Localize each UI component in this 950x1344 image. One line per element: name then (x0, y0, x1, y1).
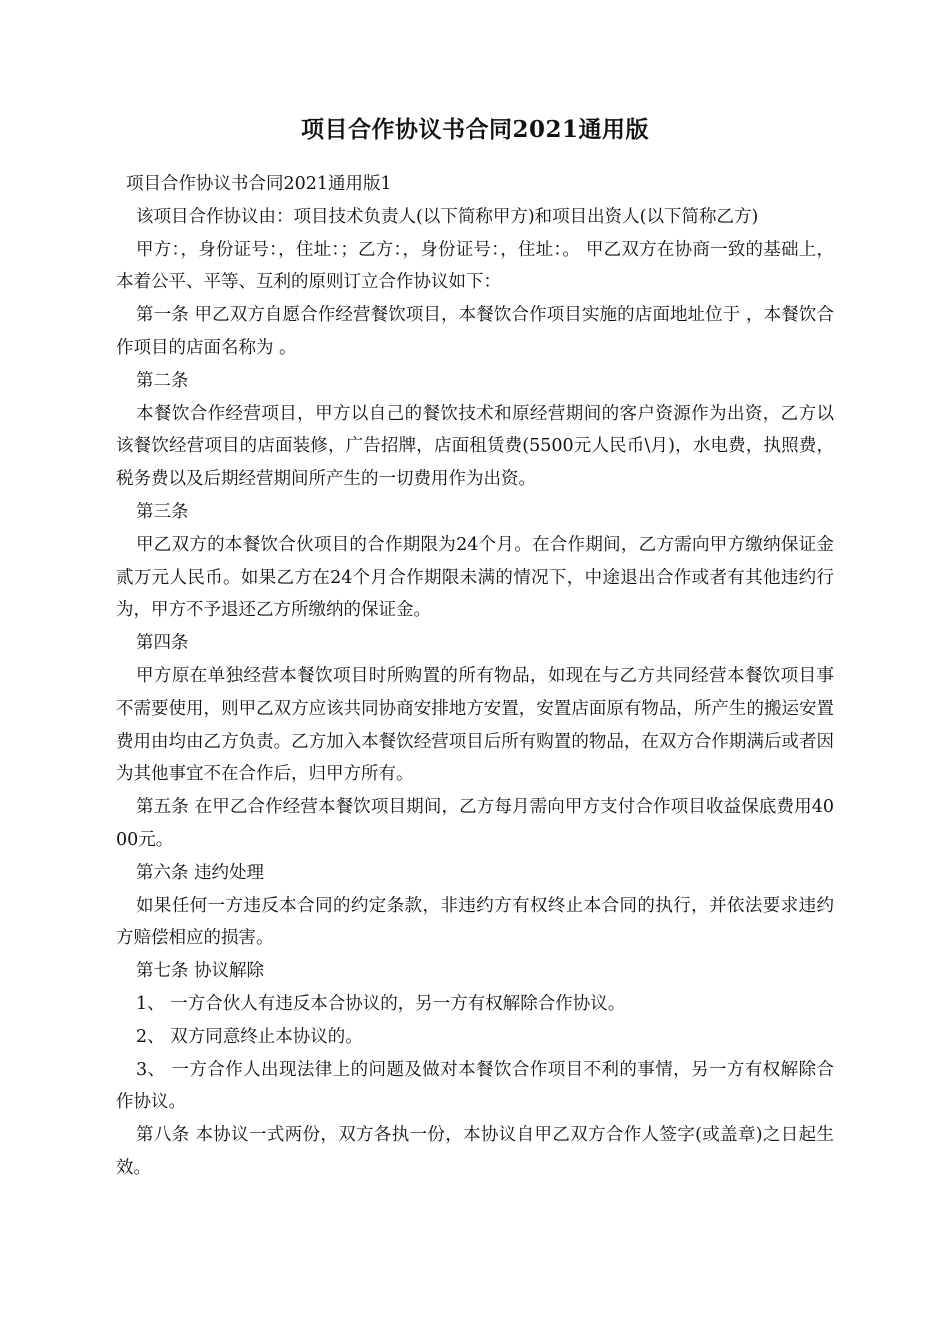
paragraph-intro: 该项目合作协议由：项目技术负责人(以下简称甲方)和项目出资人(以下简称乙方) (136, 206, 759, 227)
list-item-7-3: 3、 一方合作人出现法律上的问题及做对本餐饮合作项目不利的事情，另一方有权解除合作协议。 (116, 1059, 834, 1113)
paragraph-article-3: 甲乙双方的本餐饮合伙项目的合作期限为24个月。在合作期间，乙方需向甲方缴纳保证金贰万元人民币。如果乙方在24个月合作期限未满的情况下，中途退出合作或者有其他违约行为，甲方不予退还乙方所缴纳的保证金。 (116, 534, 834, 621)
paragraph-article-5: 第五条 在甲乙合作经营本餐饮项目期间，乙方每月需向甲方支付合作项目收益保底费用4000元。 (116, 797, 834, 850)
paragraph-article-4: 甲方原在单独经营本餐饮项目时所购置的所有物品，如现在与乙方共同经营本餐饮项目事不需要使用，则甲乙双方应该共同协商安排地方安置，安置店面原有物品，所产生的搬运安置费用由均由乙方负责。乙方加入本餐饮经营项目后所有购置的物品，在双方合作期满后或者因为其他事宜不在合作后，归甲方所有。 (116, 665, 834, 785)
list-item-7-1: 1、 一方合伙人有违反本合协议的，另一方有权解除合作协议。 (136, 993, 626, 1014)
paragraph-article-8: 第八条 本协议一式两份，双方各执一份，本协议自甲乙双方合作人签字(或盖章)之日起生效。 (116, 1125, 834, 1178)
heading-article-7: 第七条 协议解除 (136, 961, 265, 982)
paragraph-article-2: 本餐饮合作经营项目，甲方以自己的餐饮技术和原经营期间的客户资源作为出资，乙方以该餐饮经营项目的店面装修，广告招牌，店面租赁费(5500元人民币\月)，水电费，执照费，税务费以及后期经营期间所产生的一切费用作为出资。 (116, 403, 834, 490)
heading-article-3: 第三条 (136, 501, 189, 522)
paragraph-subtitle: 项目合作协议书合同2021通用版1 (126, 174, 392, 194)
paragraph-article-1: 第一条 甲乙双方自愿合作经营餐饮项目，本餐饮合作项目实施的店面地址位于 ，本餐饮合作项目的店面名称为 。 (116, 305, 834, 358)
document-title: 项目合作协议书合同2021通用版 (300, 116, 649, 143)
heading-article-2: 第二条 (136, 370, 189, 391)
heading-article-6: 第六条 违约处理 (136, 862, 265, 883)
paragraph-article-6: 如果任何一方违反本合同的约定条款，非违约方有权终止本合同的执行，并依法要求违约方赔偿相应的损害。 (116, 895, 834, 949)
paragraph-parties: 甲方：，身份证号：，住址：；乙方：，身份证号：，住址：。 甲乙双方在协商一致的基础上，本着公平、平等、互利的原则订立合作协议如下： (116, 239, 834, 293)
list-item-7-2: 2、 双方同意终止本协议的。 (136, 1026, 363, 1047)
heading-article-4: 第四条 (136, 633, 189, 654)
